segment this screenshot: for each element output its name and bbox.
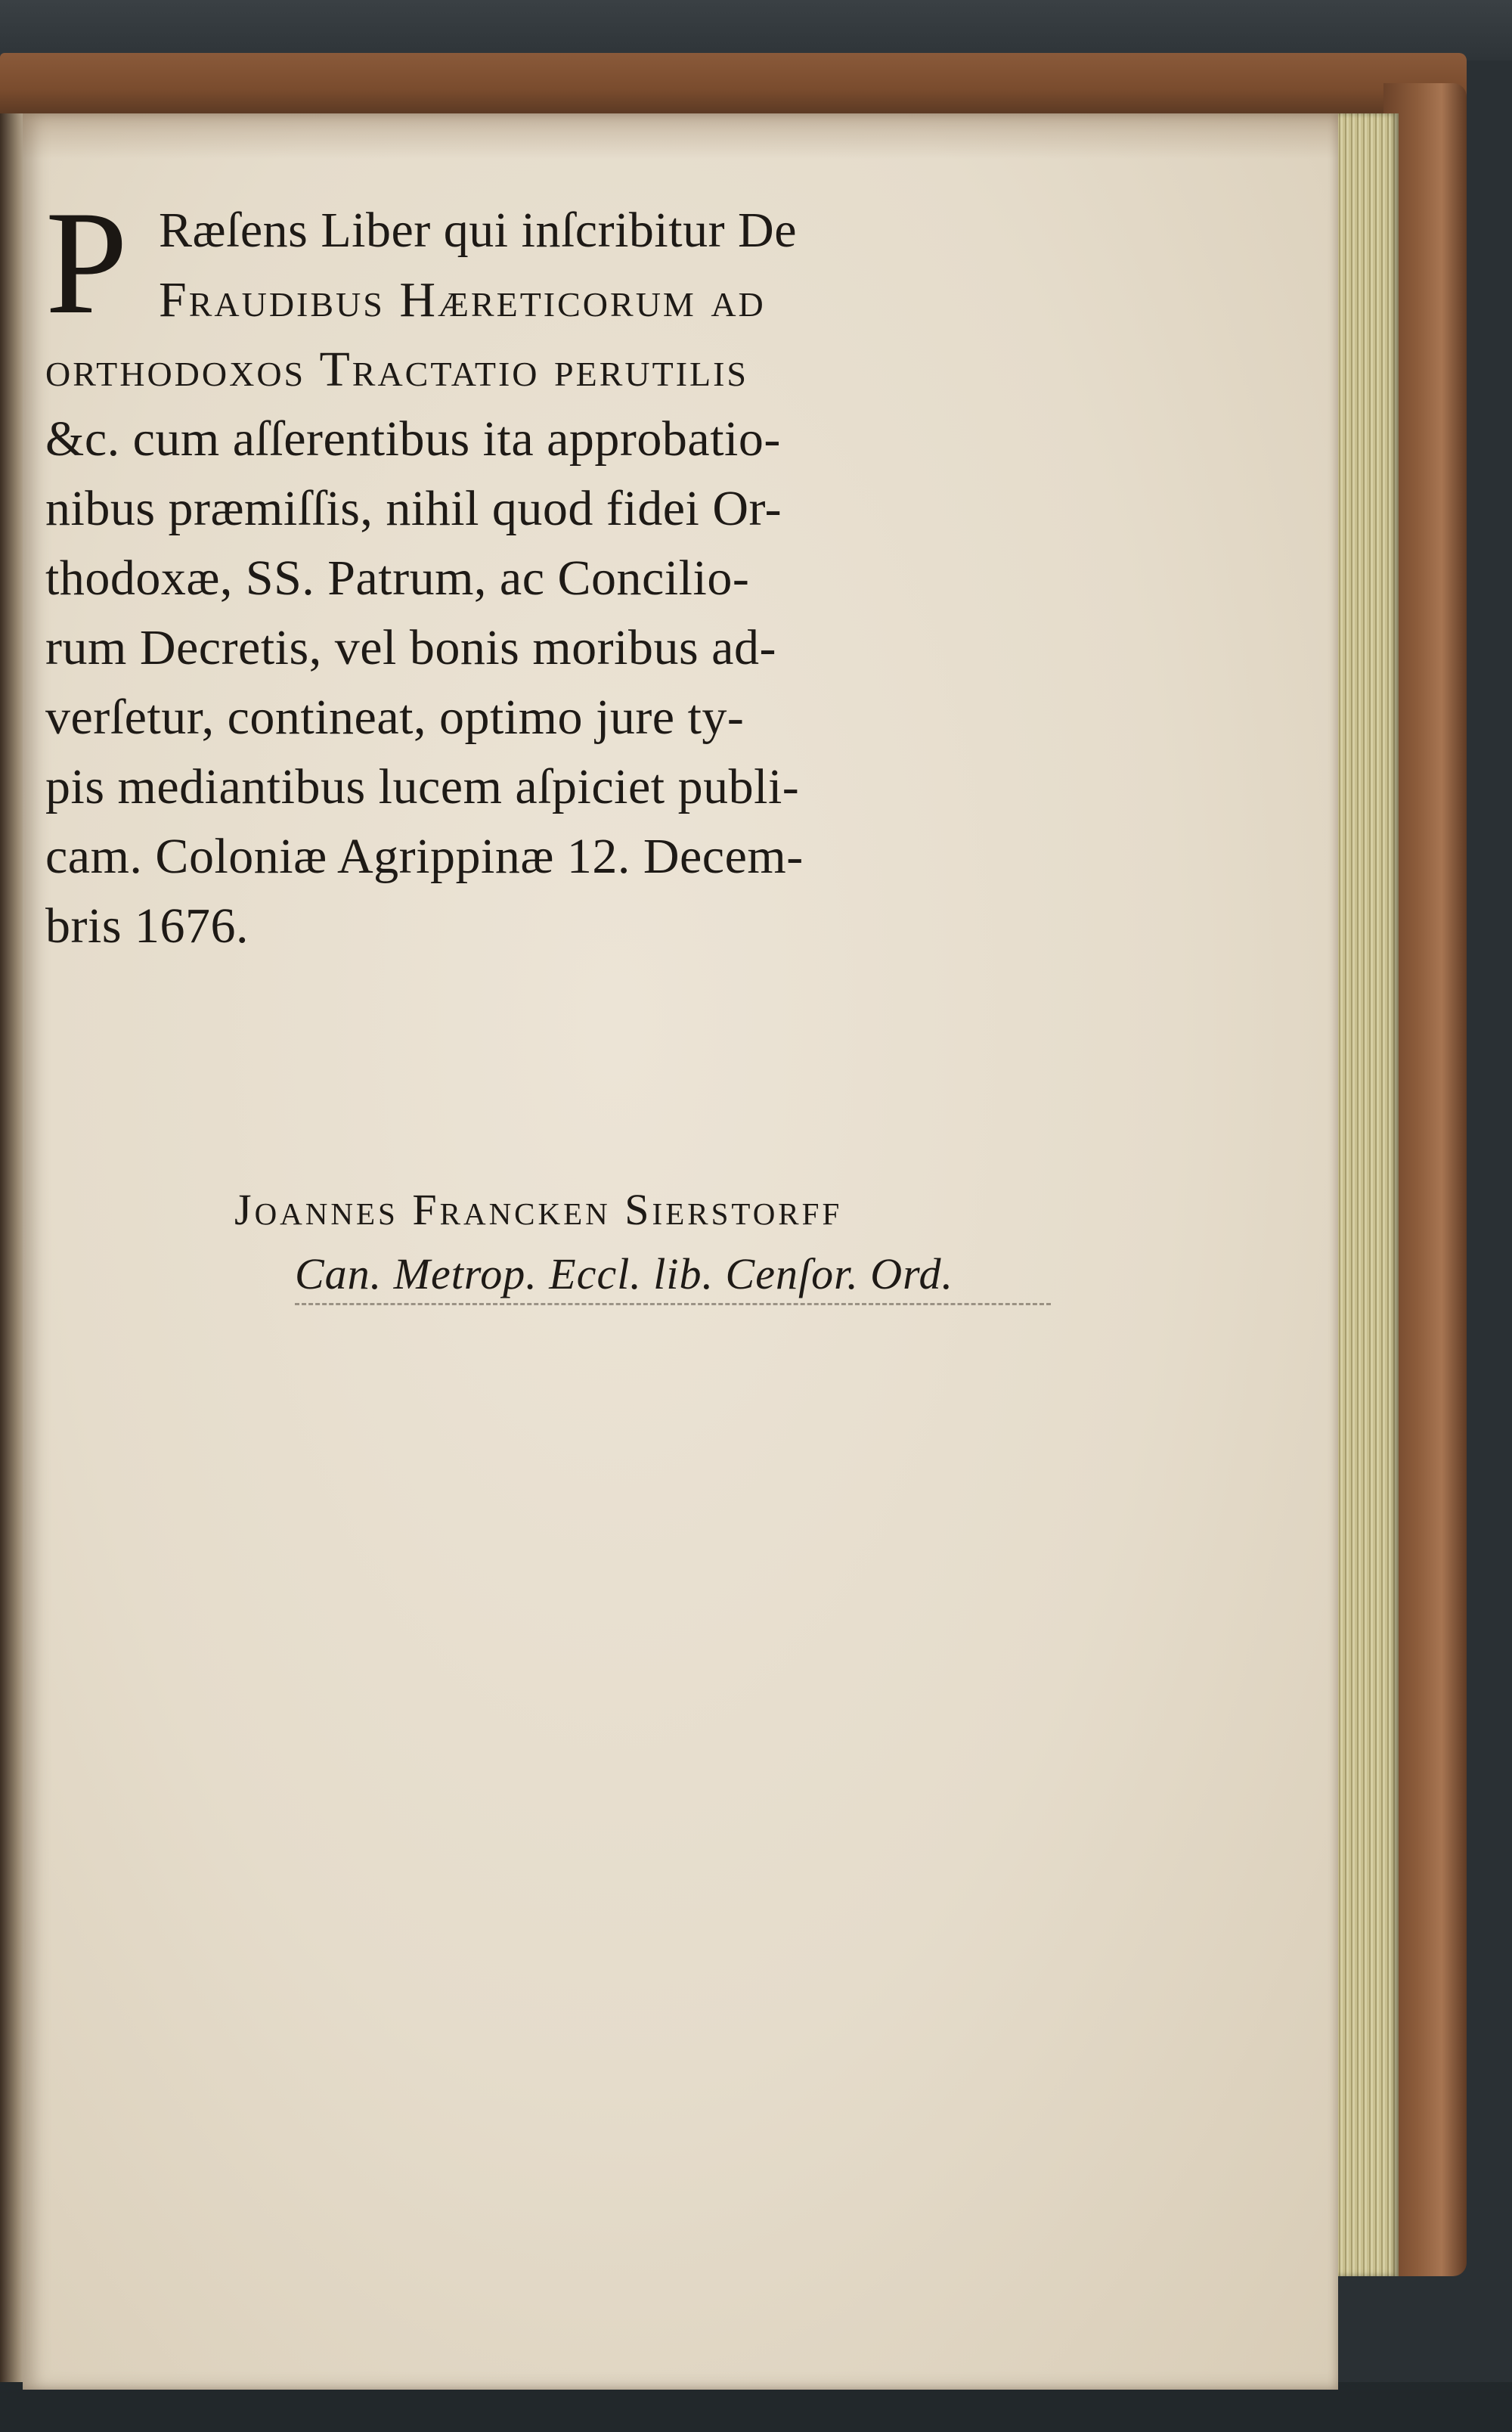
signature-rule	[295, 1303, 1051, 1305]
text-line-11: bris 1676.	[45, 898, 249, 954]
book-cover-top	[0, 53, 1467, 113]
signature-title: Can. Metrop. Eccl. lib. Cenſor. Ord.	[295, 1249, 954, 1298]
text-line-10: cam. Coloniæ Agrippinæ 12. Decem-	[45, 829, 804, 884]
signature-name: Joannes Francken Sierstorff	[234, 1185, 843, 1234]
text-line-4: &c. cum aſſerentibus ita approbatio-	[45, 411, 781, 467]
text-line-1: Ræſens Liber qui inſcribitur De	[159, 203, 798, 258]
page-edges	[1331, 113, 1399, 2276]
text-line-2: Fraudibus Hæreticorum ad	[159, 272, 766, 327]
page-shadow	[23, 113, 1338, 159]
text-line-5: nibus præmiſſis, nihil quod fidei Or-	[45, 481, 782, 536]
text-line-3: orthodoxos Tractatio perutilis	[45, 342, 749, 397]
drop-cap: P	[45, 181, 129, 345]
text-line-8: verſetur, contineat, optimo jure ty-	[45, 690, 745, 745]
text-line-6: thodoxæ, SS. Patrum, ac Concilio-	[45, 551, 750, 606]
backdrop	[0, 0, 1512, 60]
text-line-7: rum Decretis, vel bonis moribus ad-	[45, 620, 776, 675]
text-line-9: pis mediantibus lucem aſpiciet publi-	[45, 759, 800, 814]
